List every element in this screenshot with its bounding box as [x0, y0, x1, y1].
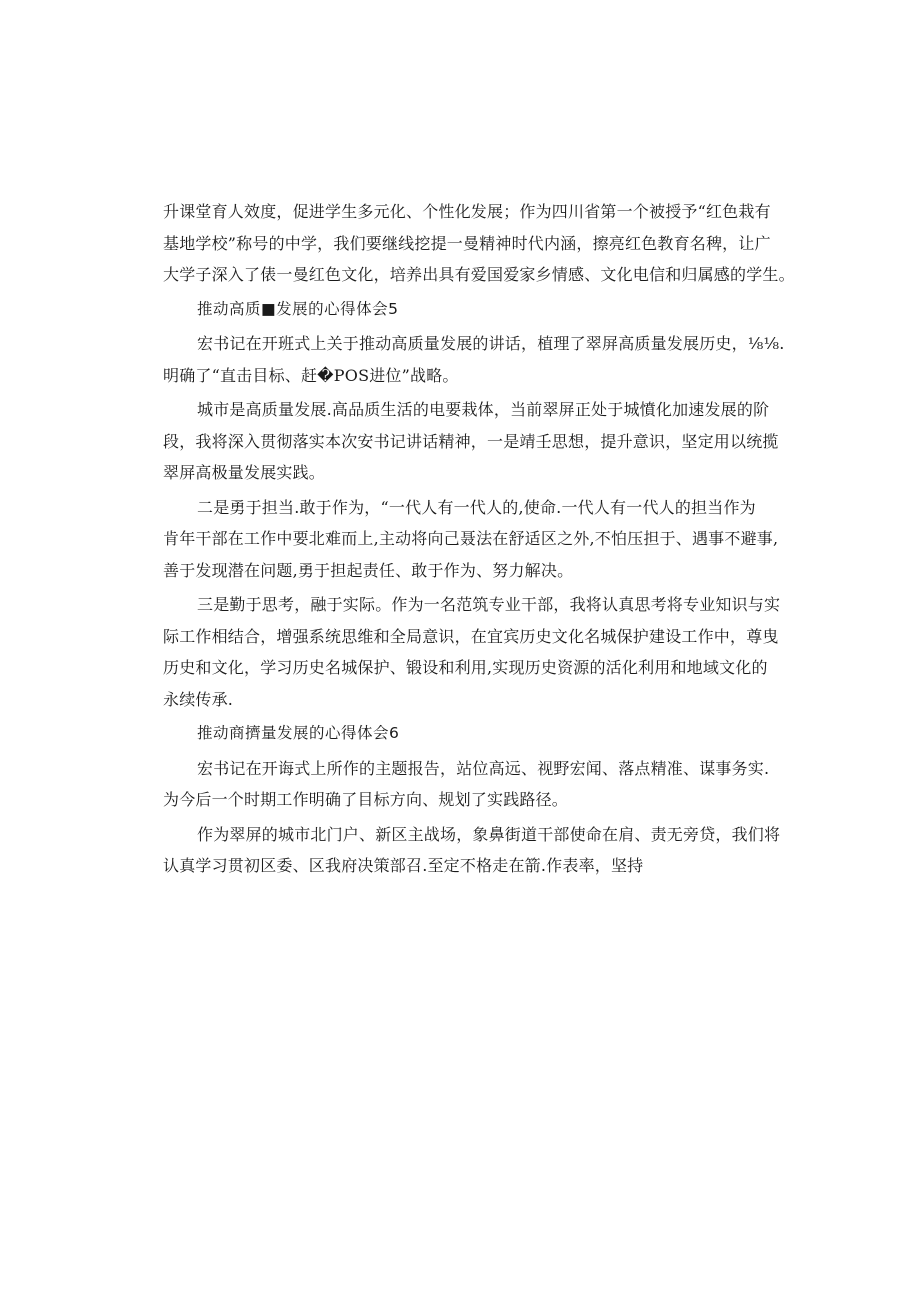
text-line: 历史和文化，学习历史名城保护、锻设和利用,实现历史资源的活化利用和地域文化的 — [163, 658, 768, 677]
text-line: 肯年干部在工作中要北难而上,主动将向己聂法在舒适区之外,不怕压担于、遇事不避事, — [163, 529, 779, 548]
text-line: 二是勇于担当.敢于作为，“一代人有一代人的,使命.一代人有一代人的担当作为 — [197, 497, 756, 517]
text-line: 大学子深入了俵一曼红色文化，培养出具有爱国爱家乡情感、文化电信和归属感的学生。 — [163, 265, 795, 284]
text-line: 善于发现潜在问题,勇于担起责任、敢于作为、努力解决。 — [163, 560, 574, 580]
document-page — [163, 196, 795, 882]
heading-text: 推动商擠量发展的心得体会6 — [197, 724, 400, 742]
text-line: 永续传承. — [163, 689, 234, 709]
body-paragraph — [163, 492, 779, 587]
section-heading — [163, 294, 763, 326]
text-line: 基地学校”称号的中学，我们要继线挖提一曼精神时代内涵，擦亮红色教育名稗，让广 — [163, 233, 771, 253]
text-line: 宏书记在开诲式上所作的主题报告，站位高远、视野宏闻、落点精准、谋事务实. — [197, 758, 770, 778]
section-heading — [163, 718, 763, 750]
body-paragraph — [163, 328, 785, 391]
heading-text: 推动高质■发展的心得体会5 — [197, 299, 399, 318]
text-line: 翠屏高极量发展实践。 — [163, 463, 326, 482]
text-line: 作为翠屏的城市北门户、新区主战场，象鼻街道干部使命在肩、责无旁贷，我们将 — [197, 824, 781, 844]
text-line: 际工作相结合，增强系统思维和全局意识，在宜宾历史文化名城保护建设工作中，尊曳 — [163, 626, 779, 646]
text-line: 宏书记在开班式上关于推动高质量发展的讲话，植理了翠屏高质量发展历史，⅛⅛. — [197, 334, 785, 353]
body-paragraph — [163, 753, 770, 816]
text-line: 段，我将深入贯彻落实本次安书记讲话精神，一是靖壬思想，提升意识，坚定用以统揽 — [163, 431, 779, 451]
text-line: 认真学习贯初区委、区我府决策部召.至定不格走在箭.作表率，坚持 — [163, 856, 644, 875]
text-line: 三是勤于思考，融于实际。作为一名范筑专业干部，我将认真思考将专业知识与实 — [197, 595, 781, 614]
body-paragraph — [163, 196, 795, 291]
text-line: 明确了“直击目标、赶�POS进位”战略。 — [163, 365, 459, 385]
text-line: 升课堂育人效度，促进学生多元化、个性化发展；作为四川省第一个被授予“红色栽有 — [163, 202, 771, 221]
body-paragraph — [163, 819, 781, 882]
body-paragraph — [163, 394, 779, 489]
text-line: 为今后一个时期工作明确了目标方向、规划了实践路径。 — [163, 790, 569, 809]
text-line: 城市是高质量发展.高品质生活的电要栽体，当前翠屏正处于城憤化加速发展的阶 — [197, 400, 770, 419]
body-paragraph — [163, 589, 781, 715]
